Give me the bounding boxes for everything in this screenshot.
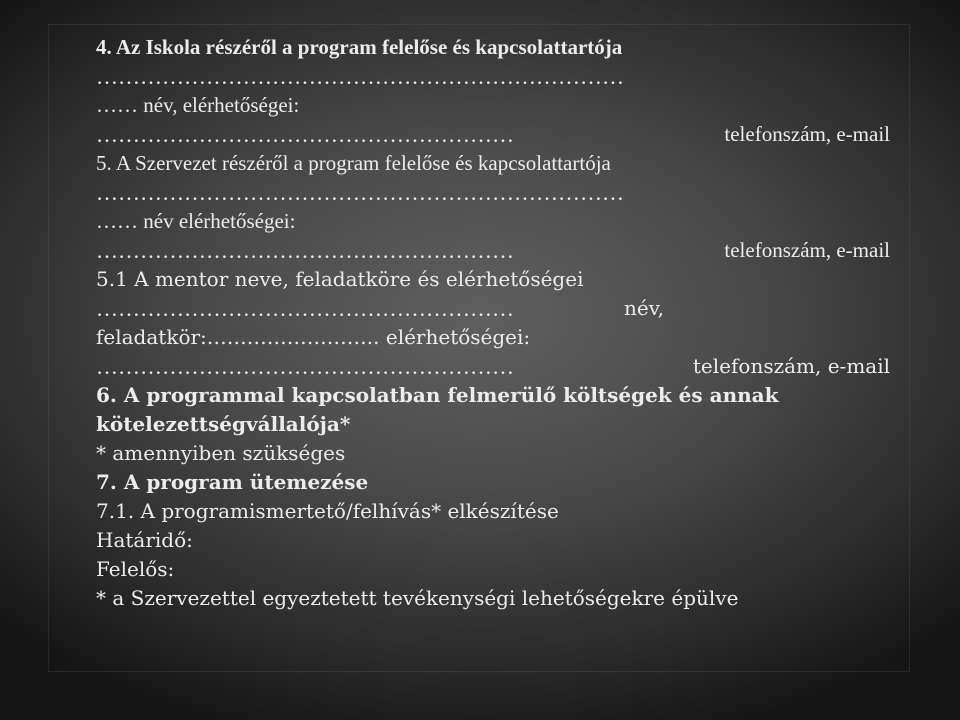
section-5-1-contact-line: ………………………………………………… telefonszám, e-mail [96,354,890,379]
section-5-contact-line: ………………………………………………… telefonszám, e-mail [96,238,890,263]
section-7-1-heading: 7.1. A programismertető/felhívás* elkészítése [96,499,559,523]
section-5-1-heading: 5.1 A mentor neve, feladatköre és elérhetőségei [96,267,584,291]
section-5-dots-line: ……………………………………………………………… [96,180,624,205]
section-5-1-role-line: feladatkör:…………………….. elérhetőségei: [96,325,531,349]
section-6-heading-line-2: kötelezettségvállalója* [96,412,351,436]
section-5-name-line: …… név elérhetőségei: [96,209,296,233]
slide-content [96,33,896,613]
deadline-line: Határidő: [96,528,193,552]
section-5-1-name-line: ………………………………………………… név, [96,296,664,321]
section-4-contact-line: ………………………………………………… telefonszám, e-mail [96,122,890,147]
section-4-name-line: …… név, elérhetőségei: [96,93,300,117]
section-5-heading: 5. A Szervezet részéről a program felelőse és kapcsolattartója [96,151,611,175]
section-4-heading: 4. Az Iskola részéről a program felelőse és kapcsolattartója [96,35,623,59]
section-7-heading: 7. A program ütemezése [96,470,369,494]
section-6-heading-line-1: 6. A programmal kapcsolatban felmerülő költségek és annak [96,383,779,407]
responsible-line: Felelős: [96,557,175,581]
section-6-note: * amennyiben szükséges [96,441,346,465]
section-4-dots-line: ……………………………………………………………… [96,64,624,89]
footnote-line: * a Szervezettel egyeztetett tevékenységi lehetőségekre épülve [96,586,739,610]
